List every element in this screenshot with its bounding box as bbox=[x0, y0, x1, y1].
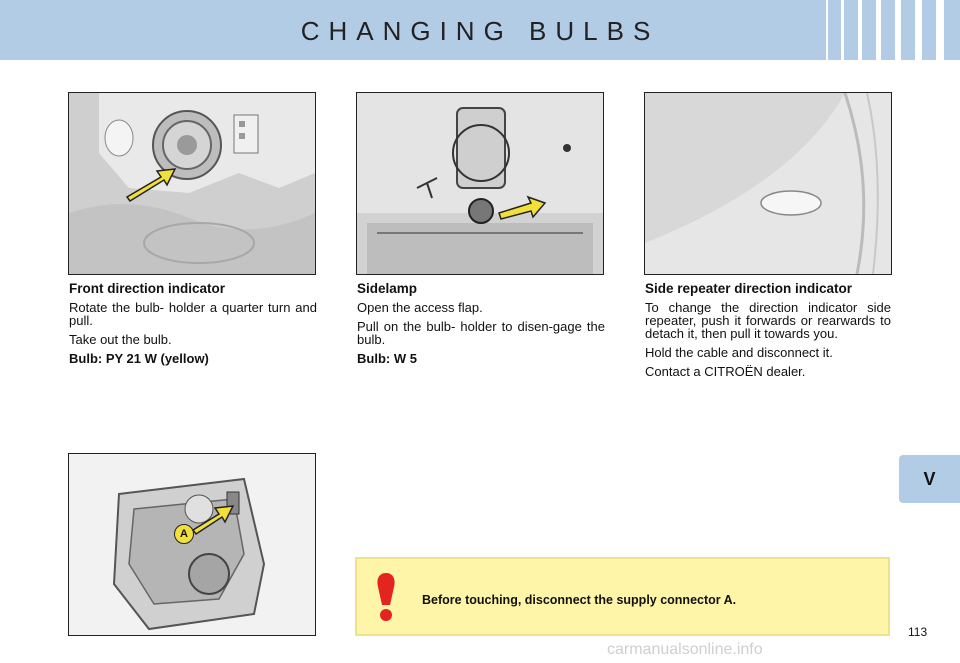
section-heading: Side repeater direction indicator bbox=[645, 281, 853, 296]
connector-a-label: A bbox=[174, 524, 194, 544]
instruction-text: Hold the cable and disconnect it. bbox=[645, 345, 833, 360]
instruction-text: Pull on the bulb- holder to disen-gage the bulb. bbox=[357, 319, 605, 347]
instruction-text: Open the access flap. bbox=[357, 300, 483, 315]
connector-photo bbox=[68, 453, 316, 636]
section-heading: Sidelamp bbox=[357, 281, 418, 296]
header-stripe bbox=[895, 0, 901, 60]
section-heading: Front direction indicator bbox=[69, 281, 226, 296]
watermark: carmanualsonline.info bbox=[607, 641, 763, 658]
header-stripe bbox=[936, 0, 944, 60]
page-header bbox=[0, 0, 960, 60]
side-repeater-photo bbox=[644, 92, 892, 275]
bulb-spec: Bulb: W 5 bbox=[357, 351, 417, 366]
header-stripe bbox=[915, 0, 922, 60]
page-number: 113 bbox=[908, 625, 928, 639]
sidelamp-photo bbox=[356, 92, 604, 275]
chapter-tab[interactable] bbox=[899, 455, 960, 503]
chapter-tab-label: V bbox=[923, 468, 936, 489]
instruction-text: Take out the bulb. bbox=[69, 332, 172, 347]
sidelamp-section bbox=[357, 282, 605, 371]
warning-box bbox=[355, 557, 890, 636]
header-stripe bbox=[826, 0, 828, 60]
header-stripe bbox=[876, 0, 881, 60]
instruction-text: Rotate the bulb- holder a quarter turn and pull. bbox=[69, 300, 317, 328]
page-title: CHANGING BULBS bbox=[300, 16, 660, 46]
front-indicator-section bbox=[69, 282, 317, 371]
header-stripe bbox=[858, 0, 862, 60]
instruction-text: Contact a CITROËN dealer. bbox=[645, 364, 806, 379]
warning-text: Before touching, disconnect the supply connector A. bbox=[422, 593, 737, 607]
warning-icon bbox=[367, 571, 405, 628]
header-stripe bbox=[841, 0, 844, 60]
front-indicator-photo bbox=[68, 92, 316, 275]
instruction-text: To change the direction indicator side repeater, push it forwards or rearwards to detach it, then pull it towards you. bbox=[645, 300, 891, 341]
side-repeater-section bbox=[645, 282, 891, 384]
bulb-spec: Bulb: PY 21 W (yellow) bbox=[69, 351, 209, 366]
